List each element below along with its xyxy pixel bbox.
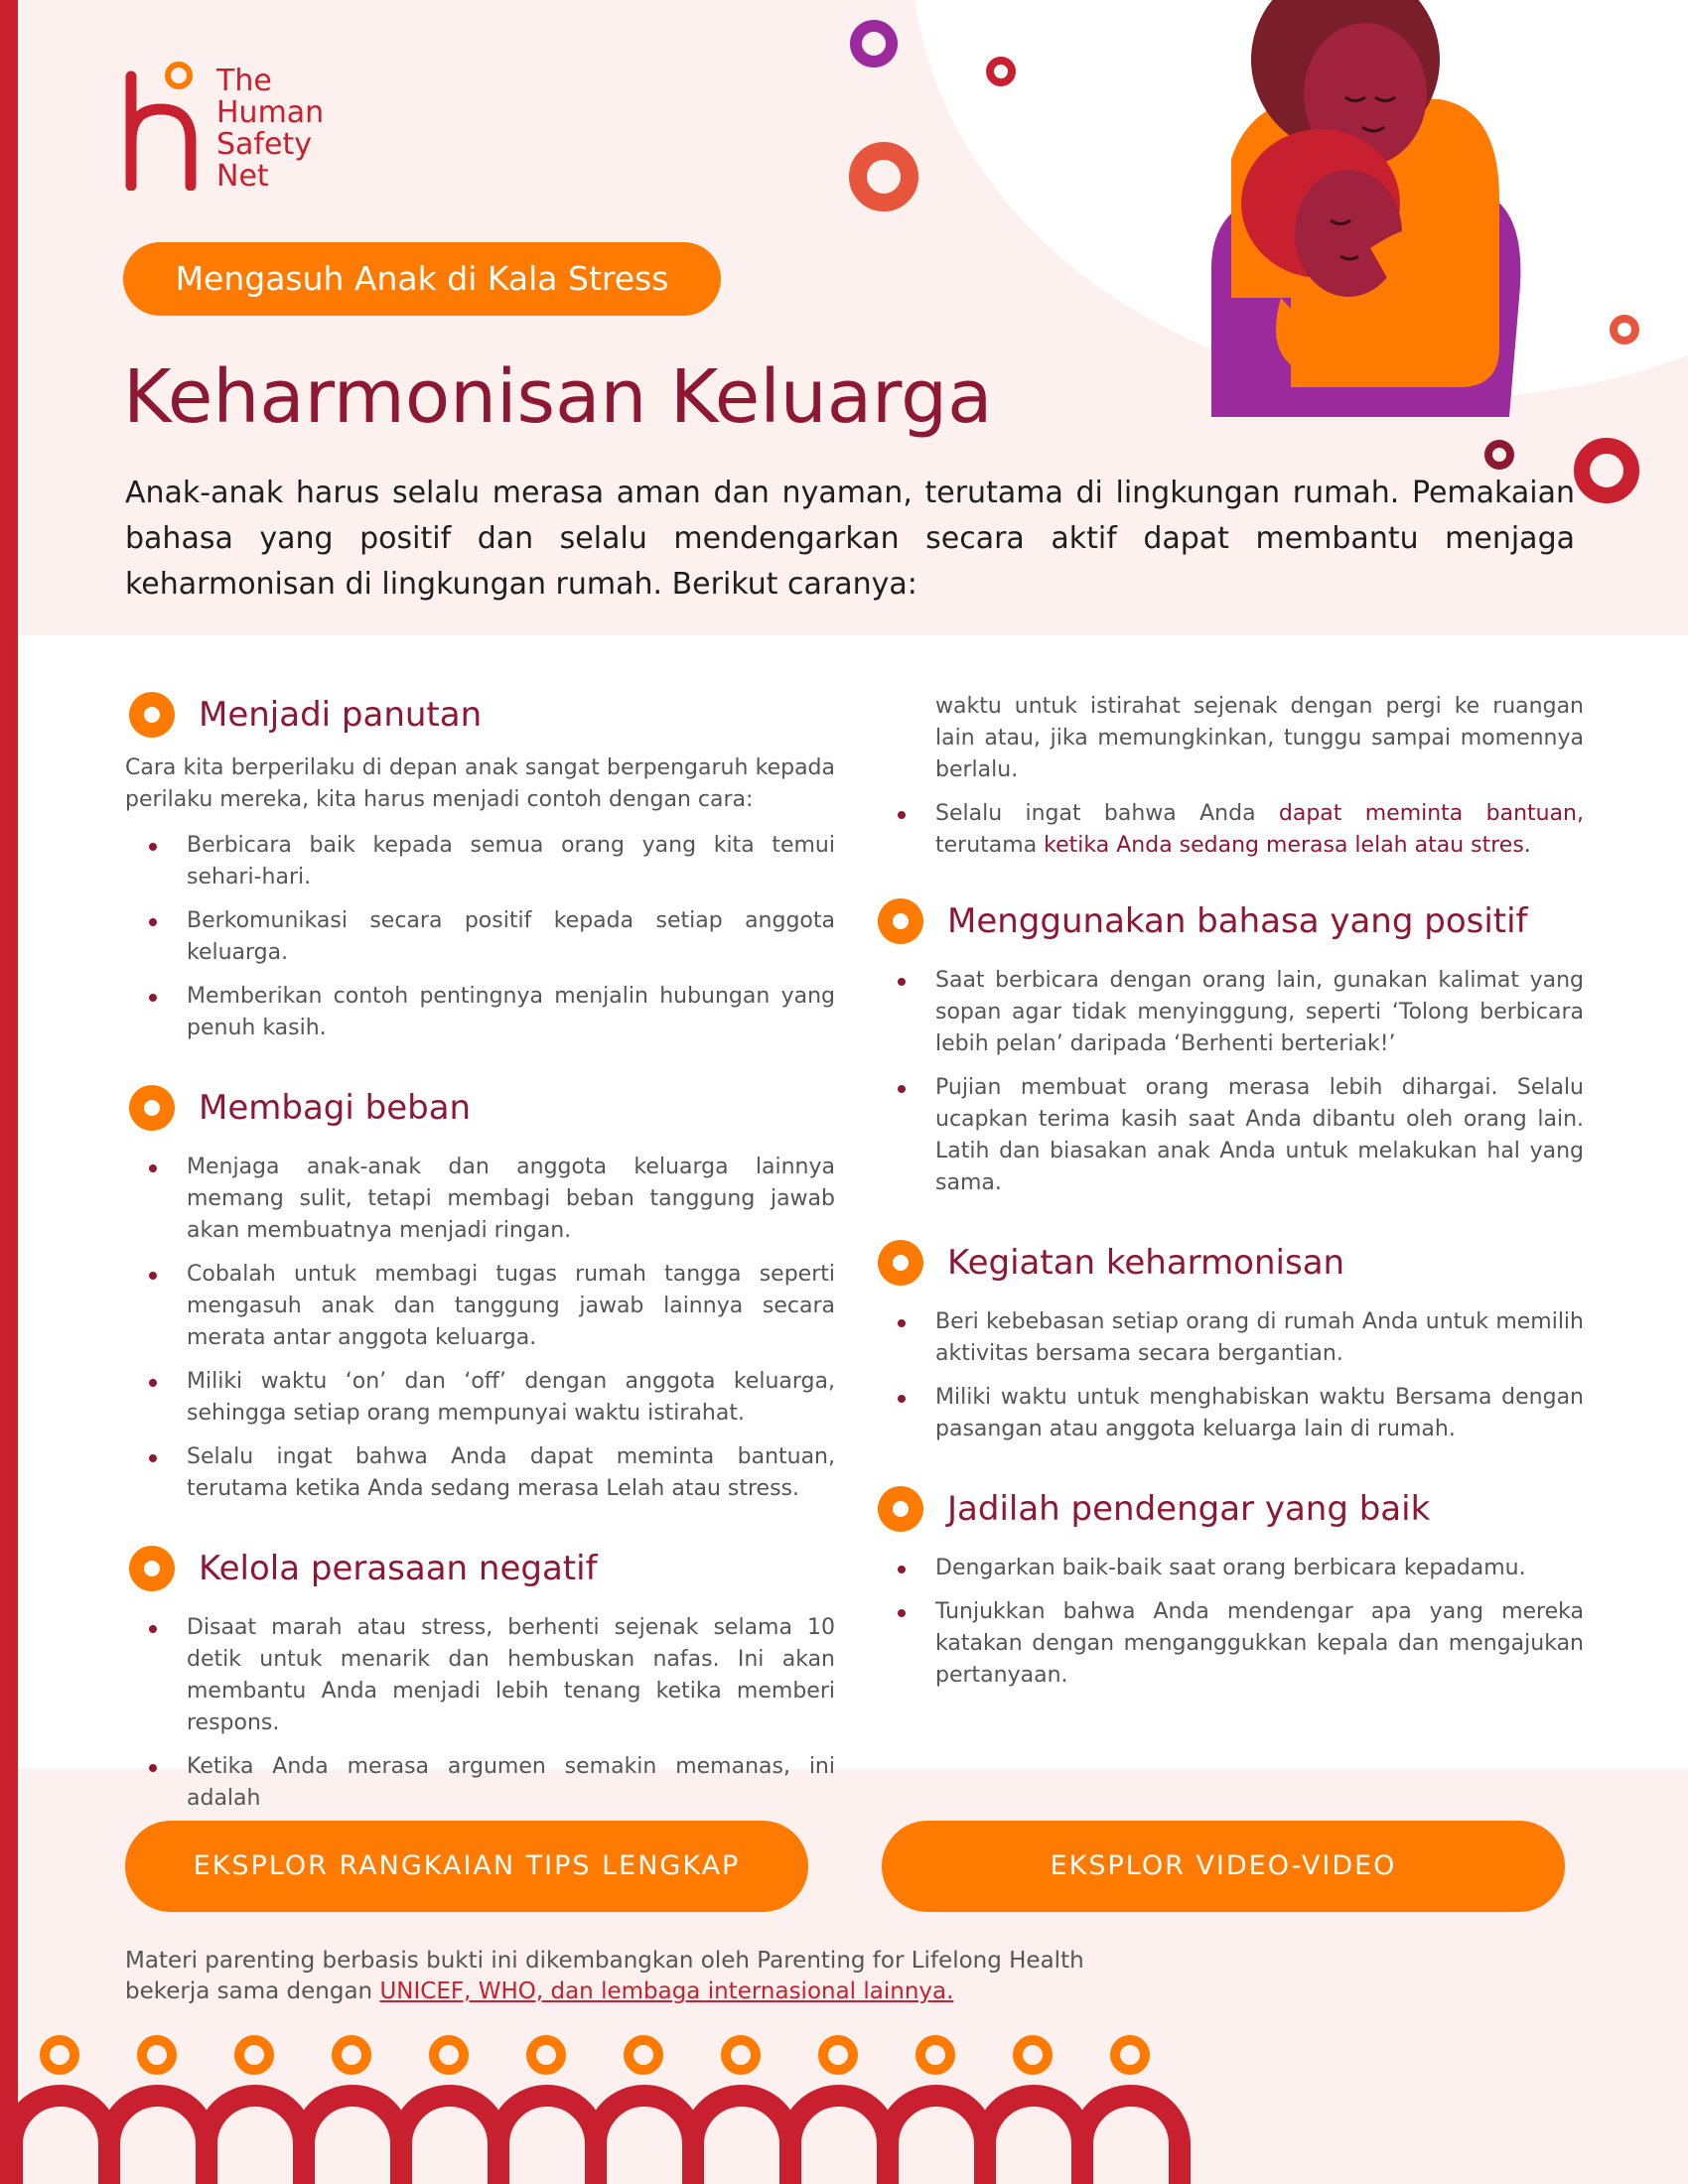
logo-line: Human xyxy=(216,95,325,130)
footer-arch-icon xyxy=(498,2096,596,2184)
section-bullet-icon xyxy=(878,1486,923,1532)
footer-arch-icon xyxy=(790,2096,888,2184)
highlight-text: dapat meminta bantuan, xyxy=(1278,801,1584,826)
footer-arch-pattern xyxy=(0,2085,1688,2184)
decor-ring-icon xyxy=(1605,310,1644,349)
explore-tips-button[interactable]: EKSPLOR RANGKAIAN TIPS LENGKAP xyxy=(125,1821,808,1912)
right-column xyxy=(874,691,1584,1704)
footer-credit xyxy=(125,1946,1317,2007)
footer-dot-icon xyxy=(1115,2040,1145,2070)
intro-paragraph: Anak-anak harus selalu merasa aman dan nyaman, terutama di lingkungan rumah. Pemakaian bahasa yang positif dan selalu mendengarkan secara aktif dapat membantu menjaga keharmonisan di lingkungan rumah. Berikut caranya: xyxy=(125,476,1575,602)
item-text: Selalu ingat bahwa Anda xyxy=(935,801,1279,826)
decor-ring-icon xyxy=(1479,435,1519,475)
bullet-list xyxy=(874,1553,1584,1692)
footer-dot-icon xyxy=(726,2040,756,2070)
section-title: Jadilah pendengar yang baik xyxy=(947,1489,1431,1529)
section-menjadi-panutan xyxy=(125,685,835,1044)
footer-dot-icon xyxy=(337,2040,366,2070)
section-kegiatan-keharmonisan xyxy=(874,1233,1584,1445)
list-item: Berbicara baik kepada semua orang yang kita temui sehari-hari. xyxy=(125,830,835,893)
section-title: Menggunakan bahasa yang positif xyxy=(947,901,1528,941)
footer-arch-icon xyxy=(888,2096,985,2184)
section-text: Cara kita berperilaku di depan anak sangat berpengaruh kepada perilaku mereka, kita harus menjadi contoh dengan cara: xyxy=(125,755,835,812)
bullet-list xyxy=(125,1152,835,1505)
bullet-list xyxy=(125,1612,835,1815)
mother-hugging-child-illustration xyxy=(1172,0,1549,417)
footer-text: bekerja sama dengan xyxy=(125,1979,380,2004)
list-item: Saat berbicara dengan orang lain, gunakan kalimat yang sopan agar tidak menyinggung, seperti ‘Tolong berbicara lebih pelan’ daripada ‘Berhenti berteriak!’ xyxy=(874,965,1584,1060)
section-bullet-icon xyxy=(129,1085,175,1131)
section-jadilah-pendengar xyxy=(874,1479,1584,1692)
bullet-list xyxy=(874,1306,1584,1445)
item-text: terutama xyxy=(935,833,1045,858)
footer-line xyxy=(125,1977,1317,2007)
section-title: Menjadi panutan xyxy=(199,695,483,735)
section-title: Membagi beban xyxy=(199,1088,472,1128)
decor-ring-icon xyxy=(981,52,1021,91)
section-membagi-beban xyxy=(125,1078,835,1505)
section-header xyxy=(878,891,1584,951)
footer-dot-icon xyxy=(45,2040,74,2070)
section-menggunakan-bahasa-positif xyxy=(874,891,1584,1199)
list-item: Selalu ingat bahwa Anda dapat meminta bantuan, terutama ketika Anda sedang merasa Lelah atau stress. xyxy=(125,1441,835,1505)
footer-dot-icon xyxy=(629,2040,658,2070)
footer-dot-icon xyxy=(1018,2040,1048,2070)
section-bullet-icon xyxy=(129,692,175,738)
decor-ring-icon xyxy=(844,14,904,73)
series-label-pill: Mengasuh Anak di Kala Stress xyxy=(123,242,721,316)
footer-dot-icon xyxy=(239,2040,269,2070)
list-item: Berkomunikasi secara positif kepada setiap anggota keluarga. xyxy=(125,905,835,969)
human-safety-net-logo-icon xyxy=(121,62,211,191)
list-item: Dengarkan baik-baik saat orang berbicara kepadamu. xyxy=(874,1553,1584,1584)
footer-dot-icon xyxy=(531,2040,561,2070)
list-item: Menjaga anak-anak dan anggota keluarga lainnya memang sulit, tetapi membagi beban tanggung jawab akan membuatnya menjadi ringan. xyxy=(125,1152,835,1247)
footer-dot-icon xyxy=(823,2040,853,2070)
left-column xyxy=(125,685,835,1827)
brand-logo xyxy=(121,62,379,201)
list-item: Miliki waktu ‘on’ dan ‘off’ dengan anggota keluarga, sehingga setiap orang mempunyai waktu istirahat. xyxy=(125,1366,835,1430)
footer-arch-icon xyxy=(985,2096,1082,2184)
footer-dot-icon xyxy=(434,2040,464,2070)
footer-dot-row xyxy=(0,2029,1688,2089)
section-header xyxy=(129,685,835,745)
footer-arch-icon xyxy=(401,2096,498,2184)
section-header xyxy=(129,1078,835,1138)
highlight-text: ketika Anda sedang merasa lelah atau stres. xyxy=(1044,833,1531,858)
section-kelola-perasaan-negatif xyxy=(125,1539,835,1815)
list-item: Tunjukkan bahwa Anda mendengar apa yang mereka katakan dengan menganggukkan kepala dan mengajukan pertanyaan. xyxy=(874,1596,1584,1692)
section-bullet-icon xyxy=(878,898,923,944)
footer-arch-icon xyxy=(207,2096,304,2184)
bullet-list xyxy=(874,965,1584,1199)
list-item: Memberikan contoh pentingnya menjalin hubungan yang penuh kasih. xyxy=(125,981,835,1044)
section-title: Kelola perasaan negatif xyxy=(199,1549,598,1588)
bullet-list-continued xyxy=(874,691,1584,862)
logo-line: The xyxy=(216,64,272,98)
footer-arch-icon xyxy=(304,2096,401,2184)
list-item: Cobalah untuk membagi tugas rumah tangga seperti mengasuh anak dan tanggung jawab lainnya secara merata antar anggota keluarga. xyxy=(125,1259,835,1354)
bullet-list xyxy=(125,830,835,1044)
footer-arch-icon xyxy=(1082,2096,1180,2184)
list-item: Ketika Anda merasa argumen semakin memanas, ini adalah xyxy=(125,1751,835,1815)
list-item: Beri kebebasan setiap orang di rumah Anda untuk memilih aktivitas bersama secara bergantian. xyxy=(874,1306,1584,1370)
footer-dot-icon xyxy=(920,2040,950,2070)
left-accent-stripe xyxy=(0,0,18,2184)
decor-ring-icon xyxy=(844,137,923,216)
footer-line: Materi parenting berbasis bukti ini dikembangkan oleh Parenting for Lifelong Health xyxy=(125,1948,1084,1974)
list-item: Miliki waktu untuk menghabiskan waktu Bersama dengan pasangan atau anggota keluarga lain di rumah. xyxy=(874,1382,1584,1445)
list-item: Disaat marah atau stress, berhenti sejenak selama 10 detik untuk menarik dan hembuskan nafas. Ini akan membantu Anda menjadi lebih tenang ketika memberi respons. xyxy=(125,1612,835,1739)
section-bullet-icon xyxy=(129,1546,175,1591)
list-item xyxy=(874,798,1584,862)
section-bullet-icon xyxy=(878,1240,923,1286)
footer-arch-icon xyxy=(596,2096,693,2184)
explore-videos-button[interactable]: EKSPLOR VIDEO-VIDEO xyxy=(882,1821,1565,1912)
logo-wordmark xyxy=(216,66,324,193)
section-header xyxy=(878,1233,1584,1293)
page-title: Keharmonisan Keluarga xyxy=(123,354,993,440)
footer-arch-icon xyxy=(693,2096,790,2184)
list-item: Pujian membuat orang merasa lebih dihargai. Selalu ucapkan terima kasih saat Anda dibantu oleh orang lain. Latih dan biasakan anak Anda untuk melakukan hal yang sama. xyxy=(874,1072,1584,1199)
decor-ring-icon xyxy=(1567,431,1646,510)
footer-dot-icon xyxy=(142,2040,172,2070)
footer-arch-icon xyxy=(109,2096,207,2184)
footer-arch-icon xyxy=(12,2096,109,2184)
section-header xyxy=(878,1479,1584,1539)
section-header xyxy=(129,1539,835,1598)
list-item-continuation: waktu untuk istirahat sejenak dengan pergi ke ruangan lain atau, jika memungkinkan, tunggu sampai momennya berlalu. xyxy=(935,694,1584,782)
logo-line: Net xyxy=(216,159,269,194)
section-title: Kegiatan keharmonisan xyxy=(947,1243,1345,1283)
partners-link[interactable]: UNICEF, WHO, dan lembaga internasional lainnya. xyxy=(379,1979,954,2004)
logo-line: Safety xyxy=(216,127,312,162)
